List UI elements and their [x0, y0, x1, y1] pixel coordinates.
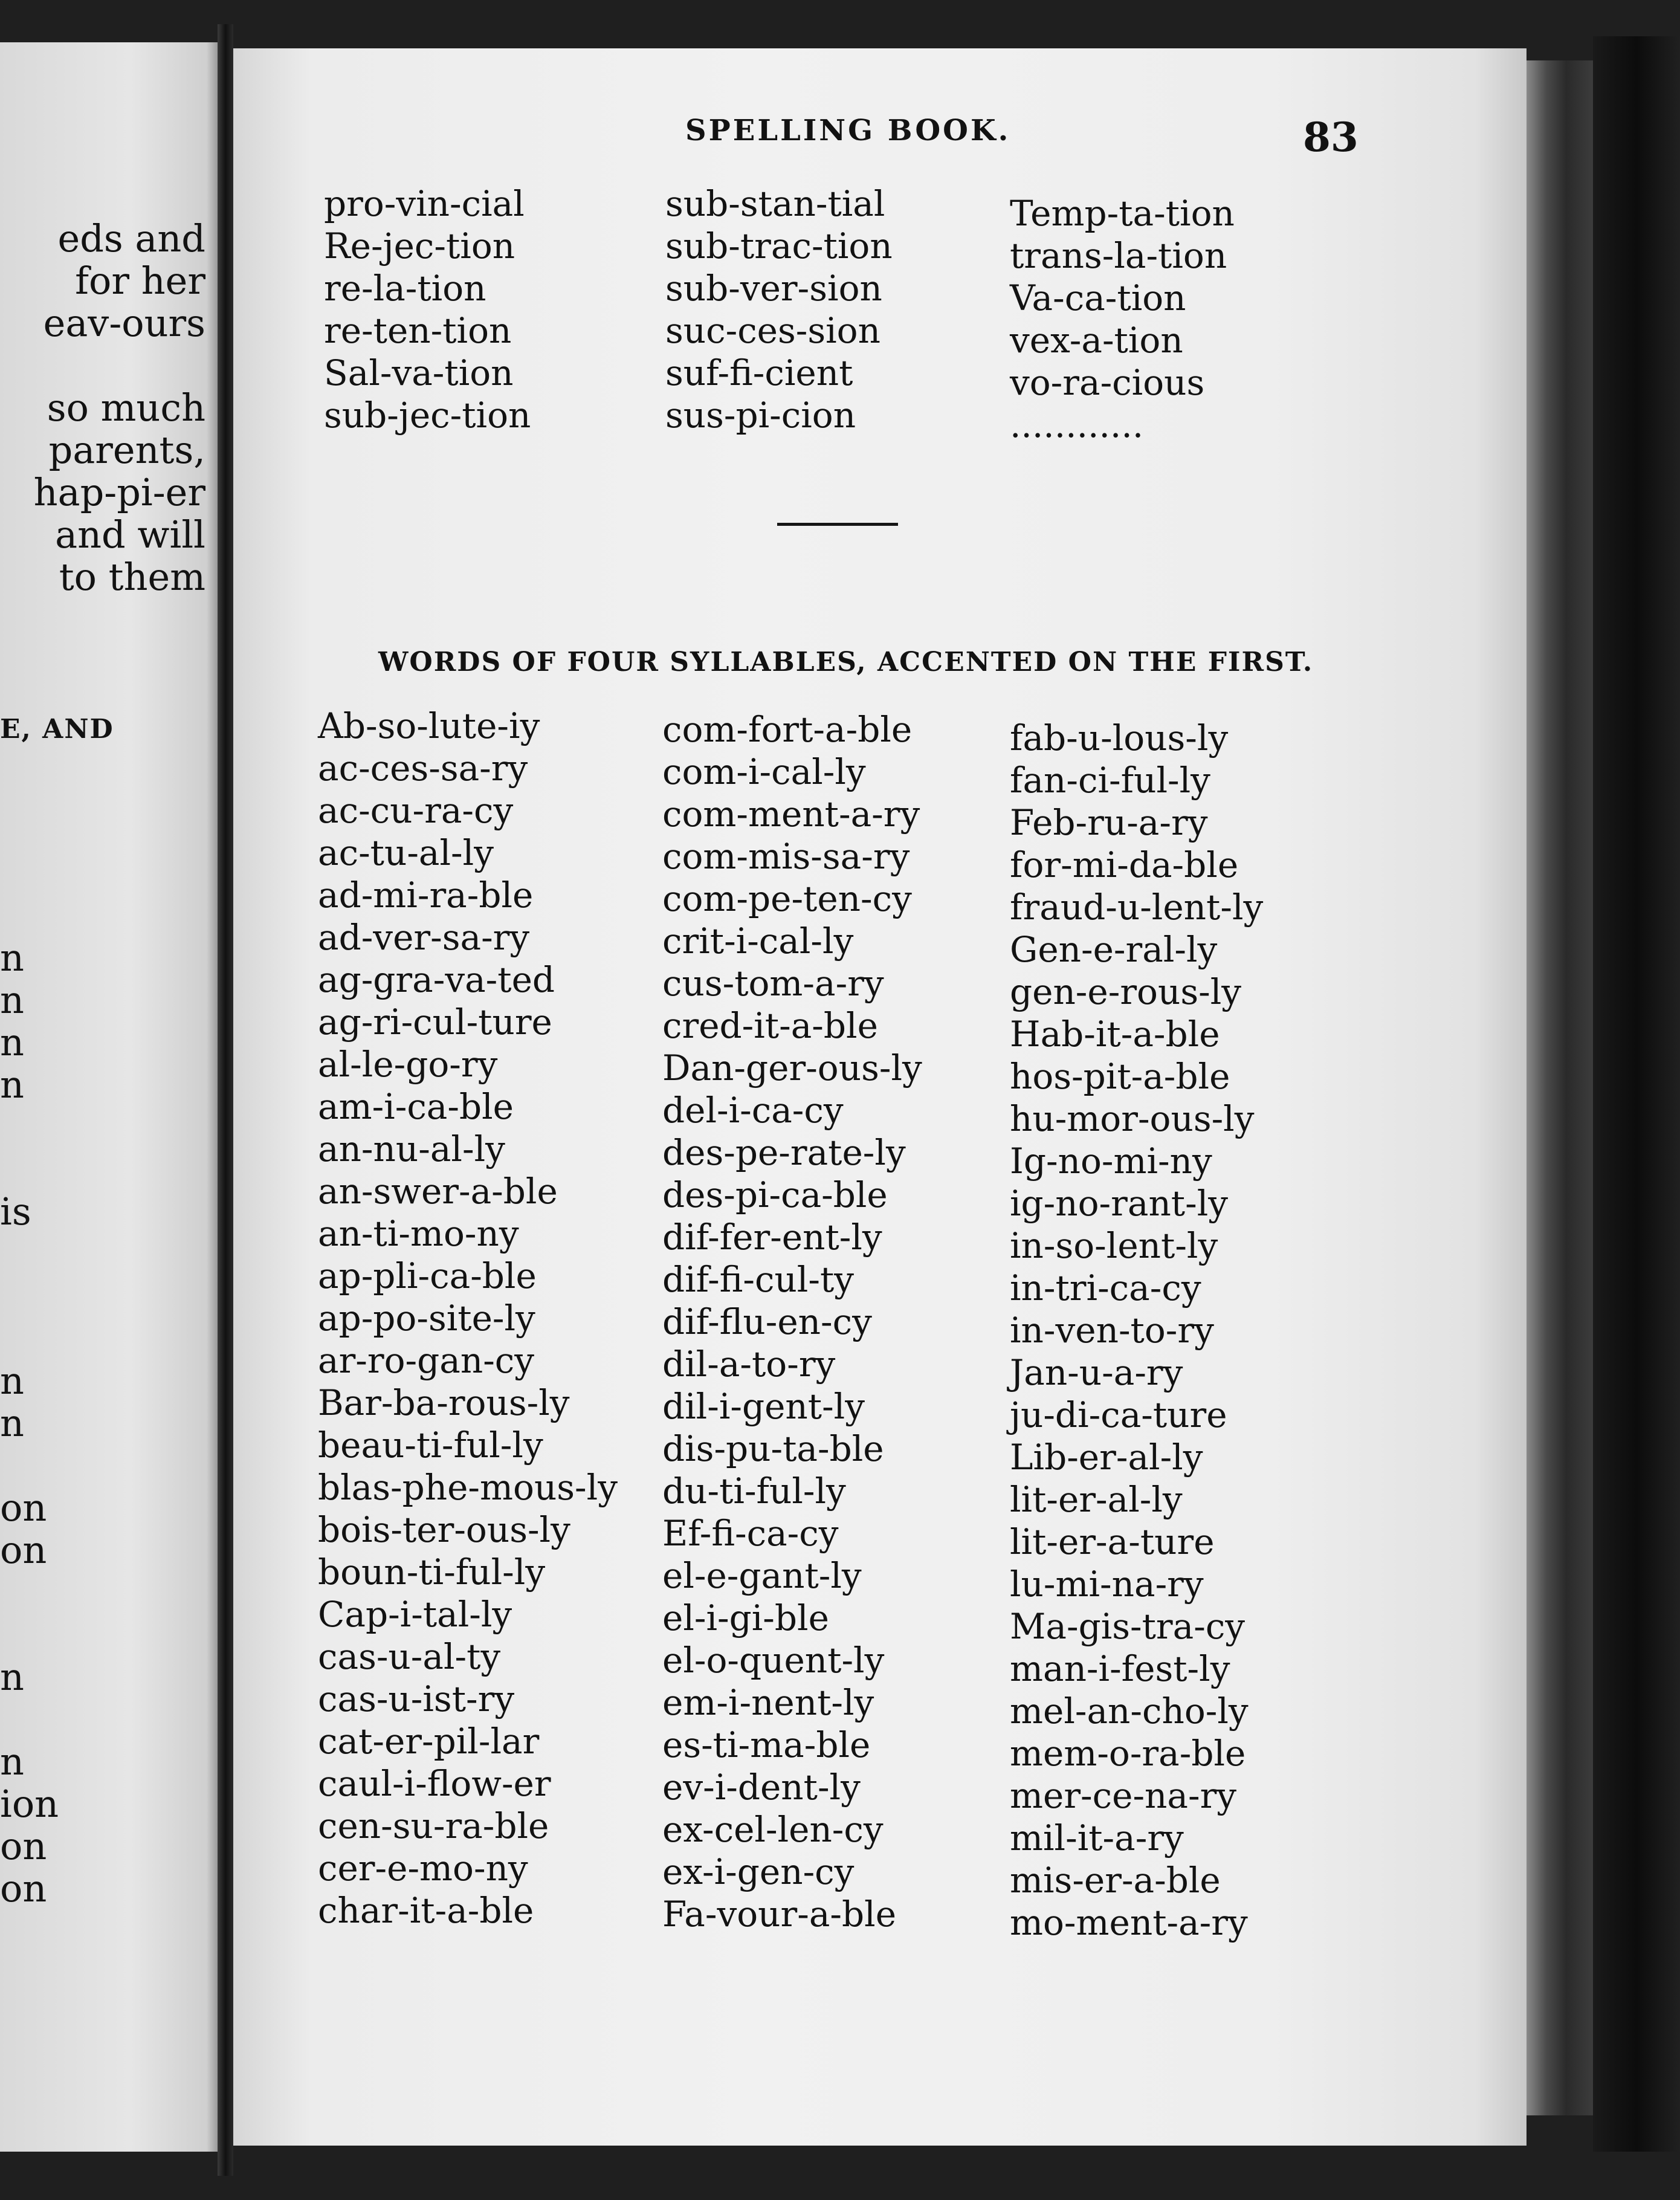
- word: sub-trac-tion: [665, 225, 893, 267]
- left-section-fragment: E, AND: [0, 714, 114, 745]
- word: ex-i-gen-cy: [662, 1851, 855, 1892]
- word: ac-tu-al-ly: [318, 832, 494, 873]
- top-word-column-3: [1010, 192, 1235, 446]
- word: lu-mi-na-ry: [1010, 1564, 1204, 1605]
- word: ex-cel-len-cy: [662, 1809, 884, 1850]
- word: Ab-so-lute-iy: [318, 705, 540, 746]
- word: man-i-fest-ly: [1010, 1648, 1230, 1689]
- word: ad-mi-ra-ble: [318, 875, 534, 916]
- word: suf-fi-cient: [665, 352, 853, 393]
- word: del-i-ca-cy: [662, 1090, 844, 1131]
- word: dif-fi-cul-ty: [662, 1259, 855, 1300]
- word: fraud-u-lent-ly: [1010, 887, 1264, 928]
- word: fab-u-lous-ly: [1010, 717, 1229, 759]
- word: ig-no-rant-ly: [1010, 1183, 1229, 1224]
- section-divider: [777, 523, 898, 526]
- section-heading: WORDS OF FOUR SYLLABLES, ACCENTED ON THE FIRST.: [378, 647, 1314, 678]
- word: Cap-i-tal-ly: [318, 1594, 512, 1635]
- word: ac-cu-ra-cy: [318, 790, 514, 831]
- left-fragment: on: [0, 1528, 47, 1572]
- top-word-column-1: [324, 183, 531, 436]
- word: an-swer-a-ble: [318, 1171, 558, 1212]
- left-text-line: for her: [75, 259, 205, 303]
- running-title: SPELLING BOOK.: [685, 114, 1011, 147]
- word: Ig-no-mi-ny: [1010, 1140, 1212, 1182]
- word: cen-su-ra-ble: [318, 1805, 549, 1846]
- left-fragment: n: [0, 1739, 24, 1784]
- left-fragment: n: [0, 1401, 24, 1445]
- word: ag-gra-va-ted: [318, 959, 555, 1000]
- word: cer-e-mo-ny: [318, 1848, 528, 1889]
- word: dif-flu-en-cy: [662, 1301, 872, 1342]
- word: ev-i-dent-ly: [662, 1767, 861, 1808]
- word: crit-i-cal-ly: [662, 920, 854, 962]
- word: Lib-er-al-ly: [1010, 1437, 1203, 1478]
- left-fragment: n: [0, 978, 24, 1022]
- word: suc-ces-sion: [665, 310, 880, 351]
- word: cat-er-pil-lar: [318, 1721, 540, 1762]
- word: hos-pit-a-ble: [1010, 1056, 1230, 1097]
- word: el-i-gi-ble: [662, 1597, 829, 1639]
- word: du-ti-ful-ly: [662, 1470, 846, 1512]
- word: in-so-lent-ly: [1010, 1225, 1218, 1266]
- word: Dan-ger-ous-ly: [662, 1047, 922, 1089]
- word: dil-a-to-ry: [662, 1344, 836, 1385]
- left-fragment: ion: [0, 1782, 59, 1826]
- left-fragment: is: [0, 1189, 31, 1234]
- page-edge: [1527, 60, 1593, 2115]
- word: lit-er-al-ly: [1010, 1479, 1183, 1520]
- word: mem-o-ra-ble: [1010, 1733, 1246, 1774]
- left-text-line: eds and: [57, 216, 205, 260]
- word: el-e-gant-ly: [662, 1555, 862, 1596]
- word: Gen-e-ral-ly: [1010, 929, 1218, 970]
- word: sub-ver-sion: [665, 268, 882, 309]
- left-text-line: and will: [55, 513, 205, 557]
- word: em-i-nent-ly: [662, 1682, 874, 1723]
- word: Feb-ru-a-ry: [1010, 802, 1208, 843]
- word: com-fort-a-ble: [662, 709, 913, 750]
- left-page: [0, 42, 218, 2152]
- word: trans-la-tion: [1010, 235, 1227, 276]
- left-fragment: n: [0, 1359, 24, 1403]
- word: Sal-va-tion: [324, 352, 514, 393]
- word: ju-di-ca-ture: [1010, 1394, 1227, 1435]
- word: cas-u-ist-ry: [318, 1678, 515, 1720]
- word: caul-i-flow-er: [318, 1763, 551, 1804]
- word: mil-it-a-ry: [1010, 1817, 1184, 1859]
- word: re-la-tion: [324, 268, 486, 309]
- word: dif-fer-ent-ly: [662, 1217, 882, 1258]
- left-text-line: hap-pi-er: [33, 470, 205, 514]
- word: mel-an-cho-ly: [1010, 1690, 1249, 1732]
- book-gutter: [218, 24, 233, 2176]
- word: ar-ro-gan-cy: [318, 1340, 535, 1381]
- word: Re-jec-tion: [324, 225, 515, 267]
- word: dis-pu-ta-ble: [662, 1428, 884, 1469]
- word: mis-er-a-ble: [1010, 1860, 1221, 1901]
- word: in-ven-to-ry: [1010, 1310, 1214, 1351]
- word: Hab-it-a-ble: [1010, 1014, 1220, 1055]
- left-fragment: on: [0, 1486, 47, 1530]
- left-fragment: n: [0, 1063, 24, 1107]
- word: ad-ver-sa-ry: [318, 917, 530, 958]
- left-text-line: parents,: [48, 428, 205, 472]
- word: Jan-u-a-ry: [1010, 1352, 1183, 1393]
- word: Ma-gis-tra-cy: [1010, 1606, 1245, 1647]
- word: vo-ra-cious: [1010, 362, 1205, 403]
- word: hu-mor-ous-ly: [1010, 1098, 1255, 1139]
- word: sus-pi-cion: [665, 395, 856, 436]
- word: com-ment-a-ry: [662, 794, 920, 835]
- top-word-column-2: [665, 183, 893, 436]
- left-text-line: so much: [47, 386, 205, 430]
- word: Va-ca-tion: [1010, 277, 1186, 319]
- word: ap-po-site-ly: [318, 1298, 535, 1339]
- word: sub-jec-tion: [324, 395, 531, 436]
- word: boun-ti-ful-ly: [318, 1551, 546, 1593]
- book-spine: [1593, 36, 1680, 2152]
- word: sub-stan-tial: [665, 183, 885, 224]
- left-text-line: to them: [59, 555, 205, 599]
- word: cas-u-al-ty: [318, 1636, 501, 1677]
- word: gen-e-rous-ly: [1010, 971, 1242, 1012]
- word: cus-tom-a-ry: [662, 963, 884, 1004]
- left-fragment: n: [0, 1020, 24, 1064]
- word: cred-it-a-ble: [662, 1005, 878, 1046]
- word: beau-ti-ful-ly: [318, 1425, 543, 1466]
- word: pro-vin-cial: [324, 183, 525, 224]
- word: fan-ci-ful-ly: [1010, 760, 1210, 801]
- word: am-i-ca-ble: [318, 1086, 514, 1127]
- word: es-ti-ma-ble: [662, 1724, 871, 1765]
- word: mer-ce-na-ry: [1010, 1775, 1237, 1816]
- left-fragment: n: [0, 1655, 24, 1699]
- word: an-ti-mo-ny: [318, 1213, 519, 1254]
- word: ag-ri-cul-ture: [318, 1001, 552, 1043]
- word: vex-a-tion: [1010, 320, 1183, 361]
- left-fragment: on: [0, 1824, 47, 1868]
- word: bois-ter-ous-ly: [318, 1509, 570, 1550]
- word: el-o-quent-ly: [662, 1640, 885, 1681]
- word: Bar-ba-rous-ly: [318, 1382, 570, 1423]
- word: com-i-cal-ly: [662, 751, 866, 792]
- word: blas-phe-mous-ly: [318, 1467, 618, 1508]
- word: com-pe-ten-cy: [662, 878, 912, 919]
- main-word-column-1: [318, 705, 618, 1932]
- word: char-it-a-ble: [318, 1890, 534, 1931]
- word: dil-i-gent-ly: [662, 1386, 865, 1427]
- main-word-column-2: [662, 708, 922, 1935]
- word: ap-pli-ca-ble: [318, 1255, 537, 1296]
- word: ac-ces-sa-ry: [318, 748, 528, 789]
- word: for-mi-da-ble: [1010, 844, 1239, 885]
- word: des-pe-rate-ly: [662, 1132, 906, 1173]
- left-fragment: n: [0, 936, 24, 980]
- word: lit-er-a-ture: [1010, 1521, 1215, 1562]
- word: al-le-go-ry: [318, 1044, 498, 1085]
- main-word-column-3: [1010, 717, 1263, 1944]
- left-fragment: on: [0, 1866, 47, 1910]
- word: Temp-ta-tion: [1010, 193, 1235, 234]
- left-text-line: eav-ours: [43, 301, 205, 345]
- word: com-mis-sa-ry: [662, 836, 910, 877]
- word: mo-ment-a-ry: [1010, 1902, 1248, 1943]
- right-page: [233, 48, 1527, 2146]
- word: re-ten-tion: [324, 310, 512, 351]
- word: an-nu-al-ly: [318, 1128, 505, 1170]
- word: in-tri-ca-cy: [1010, 1267, 1201, 1309]
- word: des-pi-ca-ble: [662, 1174, 888, 1215]
- page-number: 83: [1303, 114, 1359, 161]
- word: Ef-fi-ca-cy: [662, 1513, 839, 1554]
- leader-dots: ............: [1010, 404, 1144, 445]
- word: Fa-vour-a-ble: [662, 1894, 897, 1935]
